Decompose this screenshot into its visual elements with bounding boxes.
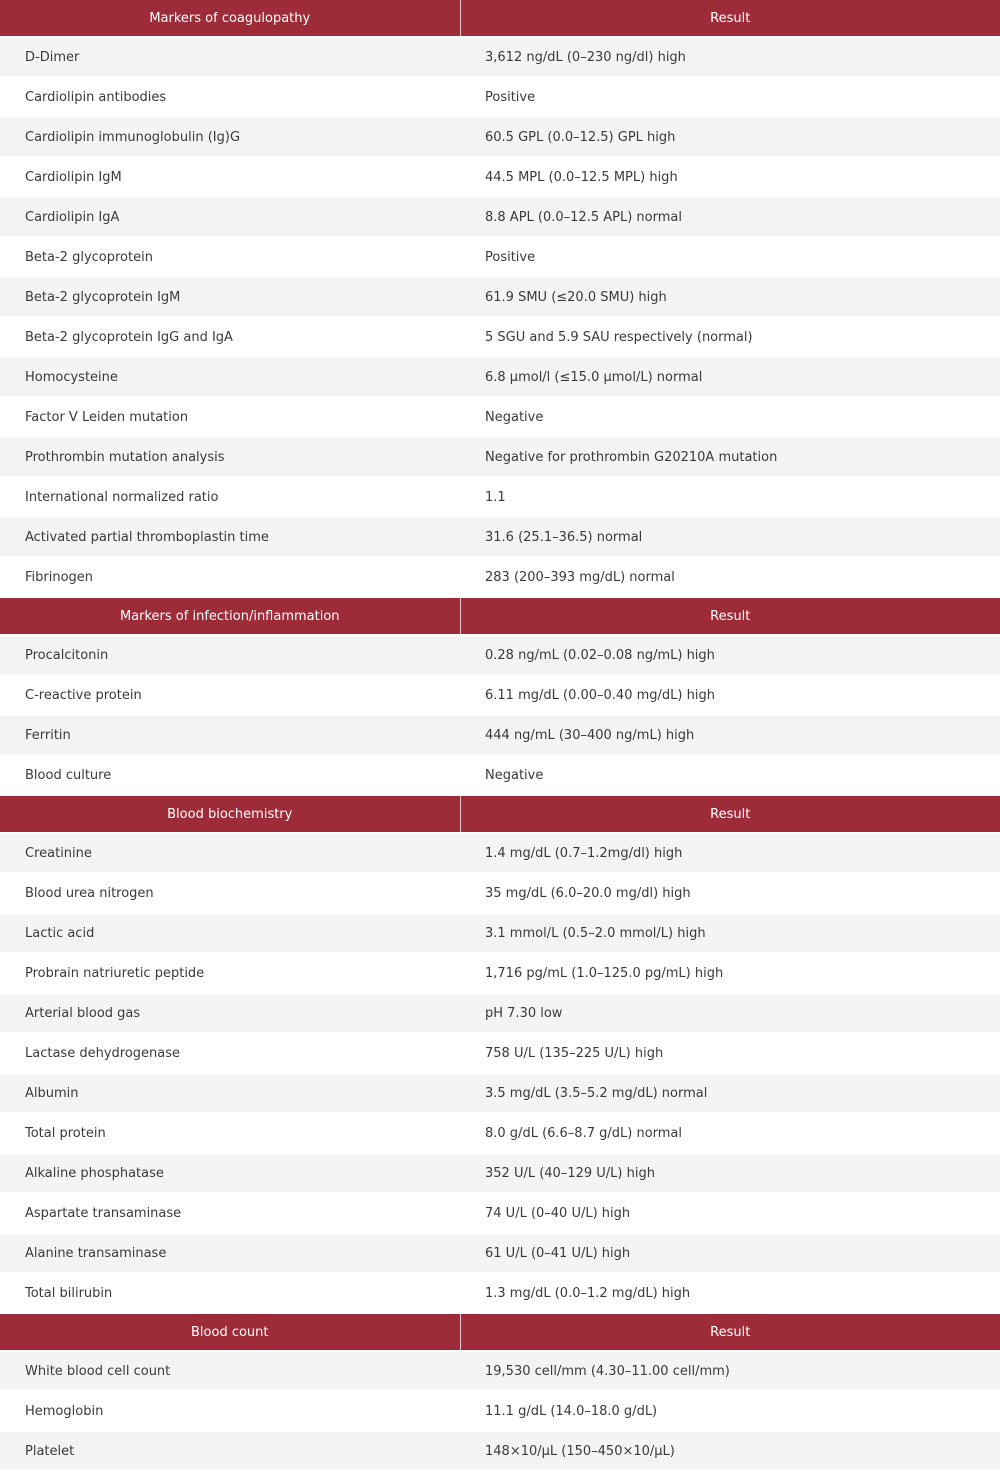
table-row	[0, 77, 1000, 117]
marker-result: 352 U/L (40–129 U/L) high	[460, 1153, 1000, 1193]
table-row	[0, 913, 1000, 953]
marker-result: 758 U/L (135–225 U/L) high	[460, 1033, 1000, 1073]
result-column-header: Result	[460, 1313, 1000, 1351]
marker-name: Alkaline phosphatase	[0, 1153, 460, 1193]
section-header-row	[0, 0, 1000, 37]
marker-name: White blood cell count	[0, 1351, 460, 1391]
marker-result: 60.5 GPL (0.0–12.5) GPL high	[460, 117, 1000, 157]
marker-name: Lactase dehydrogenase	[0, 1033, 460, 1073]
marker-result: 3,612 ng/dL (0–230 ng/dl) high	[460, 37, 1000, 77]
marker-name: C-reactive protein	[0, 675, 460, 715]
table-row	[0, 1273, 1000, 1313]
marker-result: Negative	[460, 755, 1000, 795]
marker-result: 5 SGU and 5.9 SAU respectively (normal)	[460, 317, 1000, 357]
table-row	[0, 317, 1000, 357]
section-header-row	[0, 795, 1000, 833]
result-column-header: Result	[460, 795, 1000, 833]
table-row	[0, 833, 1000, 873]
marker-name: Cardiolipin IgA	[0, 197, 460, 237]
marker-result: 61.9 SMU (≤20.0 SMU) high	[460, 277, 1000, 317]
section-title: Blood biochemistry	[0, 795, 460, 833]
marker-name: Cardiolipin IgM	[0, 157, 460, 197]
table-row	[0, 1033, 1000, 1073]
table-row	[0, 277, 1000, 317]
table-row	[0, 1113, 1000, 1153]
table-row	[0, 237, 1000, 277]
marker-result: 0.28 ng/mL (0.02–0.08 ng/mL) high	[460, 635, 1000, 675]
marker-name: Creatinine	[0, 833, 460, 873]
marker-name: Homocysteine	[0, 357, 460, 397]
marker-name: Alanine transaminase	[0, 1233, 460, 1273]
marker-result: 1.3 mg/dL (0.0–1.2 mg/dL) high	[460, 1273, 1000, 1313]
table-row	[0, 675, 1000, 715]
marker-name: Hemoglobin	[0, 1391, 460, 1431]
table-row	[0, 635, 1000, 675]
marker-result: 19,530 cell/mm (4.30–11.00 cell/mm)	[460, 1351, 1000, 1391]
table-row	[0, 37, 1000, 77]
table-row	[0, 357, 1000, 397]
table-row	[0, 1073, 1000, 1113]
marker-name: Factor V Leiden mutation	[0, 397, 460, 437]
table-row	[0, 397, 1000, 437]
marker-name: Cardiolipin immunoglobulin (Ig)G	[0, 117, 460, 157]
marker-name: Blood culture	[0, 755, 460, 795]
section-title: Markers of coagulopathy	[0, 0, 460, 37]
marker-name: Beta-2 glycoprotein IgG and IgA	[0, 317, 460, 357]
marker-result: 31.6 (25.1–36.5) normal	[460, 517, 1000, 557]
table-row	[0, 197, 1000, 237]
marker-name: Total bilirubin	[0, 1273, 460, 1313]
marker-result: 444 ng/mL (30–400 ng/mL) high	[460, 715, 1000, 755]
marker-result: Positive	[460, 237, 1000, 277]
marker-result: Negative for prothrombin G20210A mutation	[460, 437, 1000, 477]
marker-result: 283 (200–393 mg/dL) normal	[460, 557, 1000, 597]
marker-name: Probrain natriuretic peptide	[0, 953, 460, 993]
table-row	[0, 1431, 1000, 1471]
marker-name: Aspartate transaminase	[0, 1193, 460, 1233]
table-row	[0, 557, 1000, 597]
marker-result: 3.1 mmol/L (0.5–2.0 mmol/L) high	[460, 913, 1000, 953]
marker-result: Positive	[460, 77, 1000, 117]
marker-name: Platelet	[0, 1431, 460, 1471]
marker-result: Negative	[460, 397, 1000, 437]
marker-result: 1,716 pg/mL (1.0–125.0 pg/mL) high	[460, 953, 1000, 993]
result-column-header: Result	[460, 0, 1000, 37]
table-row	[0, 953, 1000, 993]
marker-result: 6.11 mg/dL (0.00–0.40 mg/dL) high	[460, 675, 1000, 715]
marker-name: Blood urea nitrogen	[0, 873, 460, 913]
table-row	[0, 755, 1000, 795]
marker-result: pH 7.30 low	[460, 993, 1000, 1033]
marker-result: 8.8 APL (0.0–12.5 APL) normal	[460, 197, 1000, 237]
marker-name: Cardiolipin antibodies	[0, 77, 460, 117]
marker-result: 1.4 mg/dL (0.7–1.2mg/dl) high	[460, 833, 1000, 873]
marker-name: Albumin	[0, 1073, 460, 1113]
marker-result: 74 U/L (0–40 U/L) high	[460, 1193, 1000, 1233]
table-row	[0, 437, 1000, 477]
section-header-row	[0, 597, 1000, 635]
marker-name: Ferritin	[0, 715, 460, 755]
table-row	[0, 1153, 1000, 1193]
table-row	[0, 873, 1000, 913]
marker-name: Activated partial thromboplastin time	[0, 517, 460, 557]
marker-name: Procalcitonin	[0, 635, 460, 675]
marker-name: Prothrombin mutation analysis	[0, 437, 460, 477]
table-row	[0, 1193, 1000, 1233]
marker-name: Lactic acid	[0, 913, 460, 953]
marker-name: Total protein	[0, 1113, 460, 1153]
table-row	[0, 1391, 1000, 1431]
marker-name: D-Dimer	[0, 37, 460, 77]
marker-result: 3.5 mg/dL (3.5–5.2 mg/dL) normal	[460, 1073, 1000, 1113]
table-row	[0, 157, 1000, 197]
section-title: Blood count	[0, 1313, 460, 1351]
marker-result: 148×10/µL (150–450×10/µL)	[460, 1431, 1000, 1471]
marker-result: 44.5 MPL (0.0–12.5 MPL) high	[460, 157, 1000, 197]
table-row	[0, 993, 1000, 1033]
table-row	[0, 117, 1000, 157]
marker-result: 6.8 µmol/l (≤15.0 µmol/L) normal	[460, 357, 1000, 397]
table-row	[0, 517, 1000, 557]
marker-name: Fibrinogen	[0, 557, 460, 597]
marker-name: International normalized ratio	[0, 477, 460, 517]
marker-name: Beta-2 glycoprotein IgM	[0, 277, 460, 317]
table-row	[0, 1351, 1000, 1391]
marker-result: 11.1 g/dL (14.0–18.0 g/dL)	[460, 1391, 1000, 1431]
marker-result: 8.0 g/dL (6.6–8.7 g/dL) normal	[460, 1113, 1000, 1153]
table-row	[0, 1233, 1000, 1273]
marker-name: Beta-2 glycoprotein	[0, 237, 460, 277]
table-row	[0, 715, 1000, 755]
section-header-row	[0, 1313, 1000, 1351]
marker-result: 61 U/L (0–41 U/L) high	[460, 1233, 1000, 1273]
marker-result: 35 mg/dL (6.0–20.0 mg/dl) high	[460, 873, 1000, 913]
marker-result: 1.1	[460, 477, 1000, 517]
marker-name: Arterial blood gas	[0, 993, 460, 1033]
section-title: Markers of infection/inflammation	[0, 597, 460, 635]
table-row	[0, 477, 1000, 517]
result-column-header: Result	[460, 597, 1000, 635]
